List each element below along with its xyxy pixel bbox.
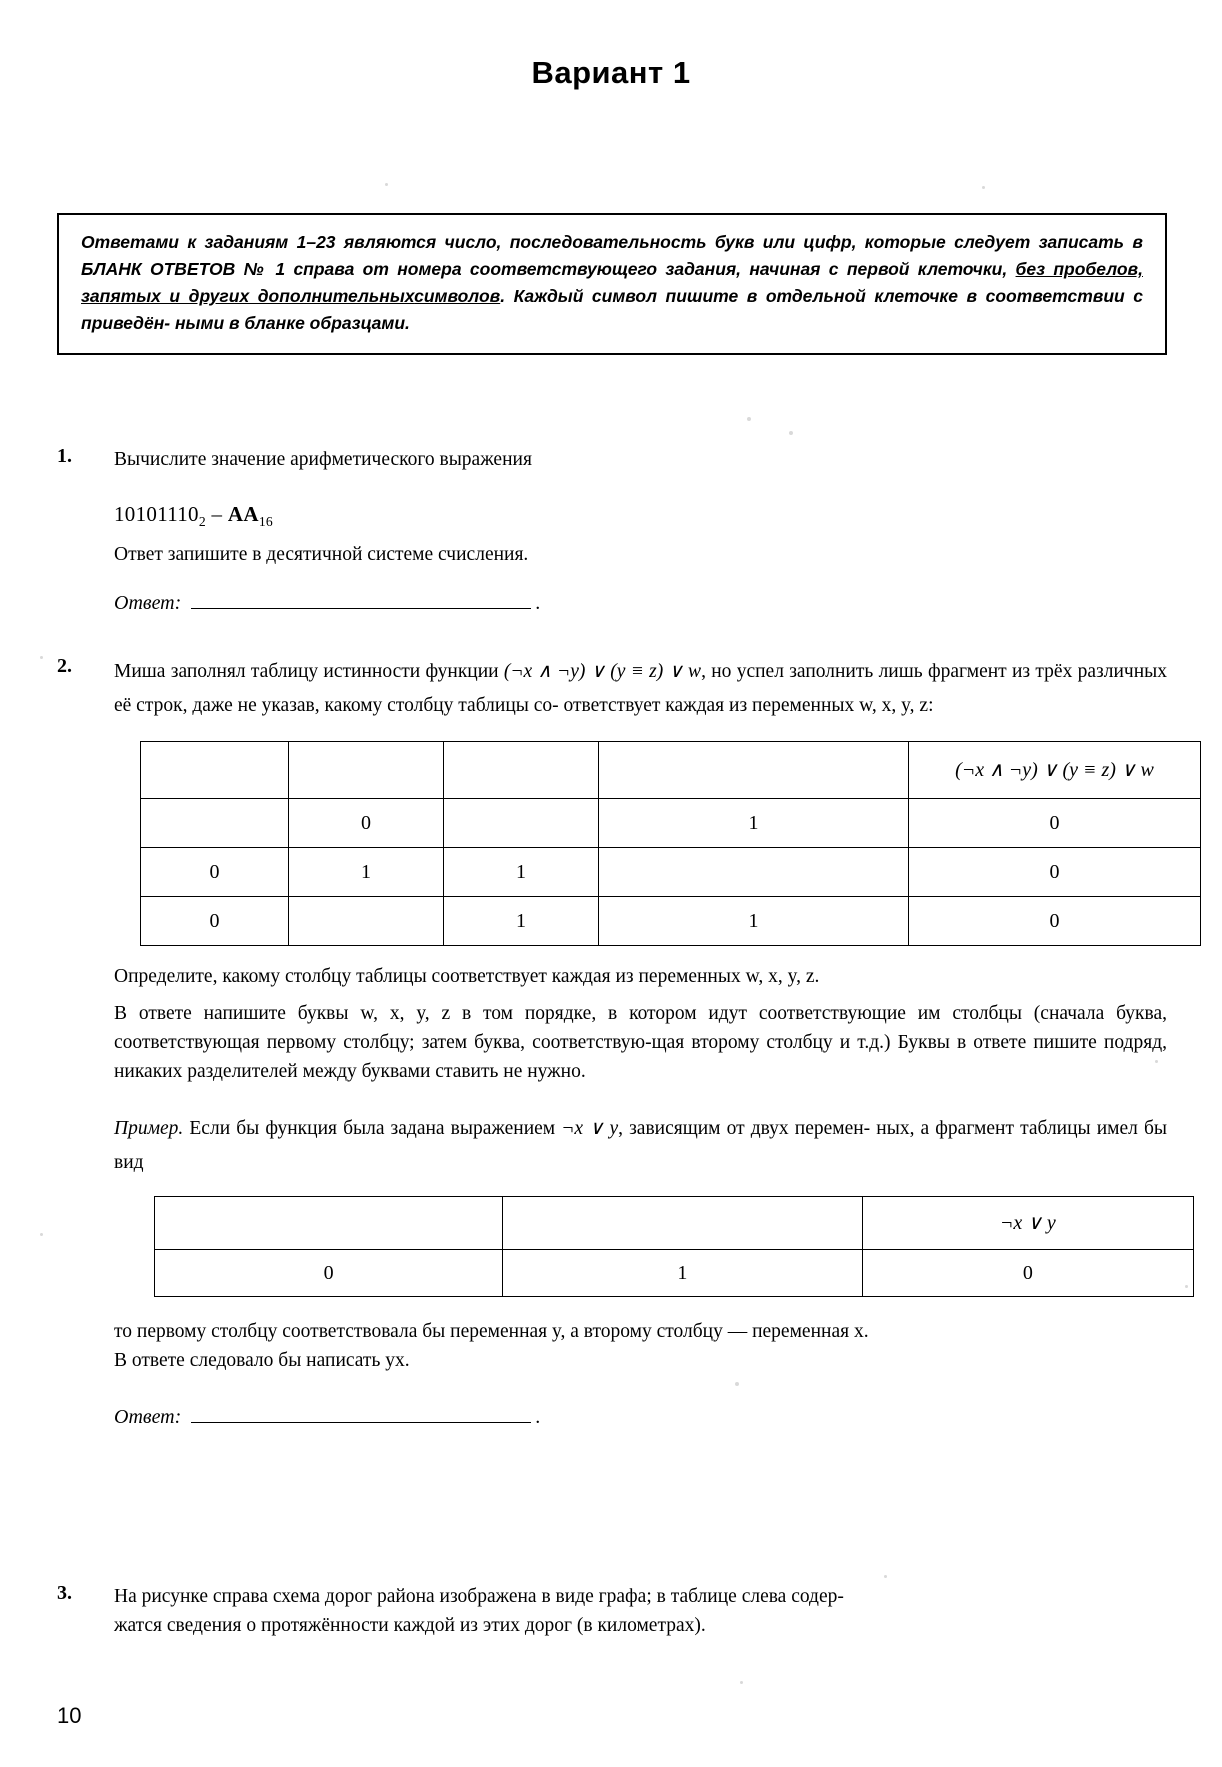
task-3-line-2: жатся сведения о протяжённости каждой из этих дорог (в километрах). xyxy=(114,1615,706,1636)
truth-table-cell xyxy=(289,897,444,946)
task-2-intro-b: , но успел заполнить xyxy=(701,661,874,682)
task-2-answer-period: . xyxy=(535,1406,541,1428)
example-table-cell: 1 xyxy=(503,1250,862,1297)
task-2-paragraph-3-line2: В ответе следовало бы написать yx. xyxy=(114,1350,410,1371)
truth-table-header-3 xyxy=(599,742,909,799)
instruction-line-5: ными в бланке образцами. xyxy=(174,313,410,333)
task-1-text: Вычислите значение арифметического выражения xyxy=(114,449,532,470)
instruction-line-3-underlined: без пробелов, запятых и других дополнительных xyxy=(81,259,1143,306)
example-table-cell: 0 xyxy=(155,1250,503,1297)
task-2-intro xyxy=(114,655,1167,723)
document-page xyxy=(0,55,1222,1767)
truth-table-cell: 0 xyxy=(909,799,1201,848)
task-2-example xyxy=(114,1112,1167,1180)
page-title: Вариант 1 xyxy=(531,55,691,90)
task-2 xyxy=(57,655,1167,1432)
table-row xyxy=(141,799,1201,848)
task-1-answer-field[interactable] xyxy=(191,591,531,609)
task-1-body xyxy=(114,445,1167,618)
task-2-number: 2. xyxy=(57,655,72,677)
truth-table-cell: 0 xyxy=(289,799,444,848)
truth-table-cell xyxy=(141,799,289,848)
truth-table-cell: 1 xyxy=(444,897,599,946)
task-2-example-line2: ных, а фрагмент таблицы имел бы вид xyxy=(114,1118,1168,1173)
example-table-header-0 xyxy=(155,1197,503,1250)
scan-speck xyxy=(40,656,43,659)
task-2-answer-label: Ответ: xyxy=(114,1406,182,1428)
task-2-answer xyxy=(114,1403,1167,1432)
task-2-example-label: Пример. xyxy=(114,1118,184,1139)
truth-table-cell: 0 xyxy=(141,848,289,897)
task-1-answer-period: . xyxy=(535,592,541,615)
task-2-example-a: Если бы функция была задана выражением xyxy=(183,1118,562,1139)
scan-speck xyxy=(982,186,985,189)
scan-speck xyxy=(884,1575,887,1578)
truth-table-cell xyxy=(444,799,599,848)
scan-speck xyxy=(789,431,793,435)
instruction-line-4-underlined: символов xyxy=(414,286,501,306)
truth-table-cell: 1 xyxy=(444,848,599,897)
table-row xyxy=(155,1197,1194,1250)
truth-table-cell: 1 xyxy=(289,848,444,897)
task-1-number: 1. xyxy=(57,445,72,467)
scan-speck xyxy=(740,1681,743,1684)
task-1-answer xyxy=(114,589,1167,618)
task-1 xyxy=(57,445,1167,618)
scan-speck xyxy=(747,417,751,421)
truth-table-cell: 0 xyxy=(909,848,1201,897)
scan-speck xyxy=(385,183,388,186)
task-1-hex: AA xyxy=(227,502,259,526)
instruction-box xyxy=(57,213,1167,355)
page-number: 10 xyxy=(57,1703,82,1728)
example-table-header-function: ¬x ∨ y xyxy=(862,1197,1193,1250)
truth-table-cell: 1 xyxy=(599,799,909,848)
task-2-body xyxy=(114,655,1167,1432)
table-row xyxy=(141,897,1201,946)
example-table-cell: 0 xyxy=(862,1250,1193,1297)
instruction-line-4a: . Каждый символ пишите в отдельной клеточке в соответствии с приведён- xyxy=(81,286,1143,333)
task-2-intro-line3: ответствует каждая из переменных w, x, y, z: xyxy=(563,695,934,716)
task-2-paragraph-1: Определите, какому столбцу таблицы соответствует каждая из переменных w, x, y, z. xyxy=(114,966,820,987)
instruction-line-1: Ответами к заданиям 1–23 являются число, последовательность букв или цифр, xyxy=(81,232,857,252)
task-1-binary: 10101110 xyxy=(114,502,199,526)
table-row xyxy=(141,848,1201,897)
truth-table-header-1 xyxy=(289,742,444,799)
task-2-intro-line2: лишь фрагмент из трёх различных её строк, даже не указав, какому столбцу таблицы со- xyxy=(114,661,1167,716)
truth-table-header-2 xyxy=(444,742,599,799)
task-2-paragraph-3-line1: то первому столбцу соответствовала бы переменная y, а второму столбцу — переменная x. xyxy=(114,1321,869,1342)
truth-table-header-0 xyxy=(141,742,289,799)
task-3-line-1: На рисунке справа схема дорог района изображена в виде графа; в таблице слева содер- xyxy=(114,1586,844,1607)
truth-table-main xyxy=(140,741,1201,946)
instruction-line-2: которые следует записать в БЛАНК ОТВЕТОВ № 1 справа от номера соответствующего xyxy=(81,232,1143,279)
task-1-hex-base: 16 xyxy=(258,514,274,530)
truth-table-cell: 0 xyxy=(909,897,1201,946)
task-3-body xyxy=(114,1582,1167,1640)
task-2-intro-formula: (¬x ∧ ¬y) ∨ (y ≡ z) ∨ w xyxy=(503,661,702,682)
task-1-binary-base: 2 xyxy=(198,514,206,530)
task-2-intro-a: Миша заполнял таблицу истинности функции xyxy=(114,661,504,682)
truth-table-cell: 0 xyxy=(141,897,289,946)
task-1-note: Ответ запишите в десятичной системе счисления. xyxy=(114,544,529,566)
task-1-answer-label: Ответ: xyxy=(114,592,182,615)
table-row xyxy=(141,742,1201,799)
example-table-header-1 xyxy=(503,1197,862,1250)
table-row xyxy=(155,1250,1194,1297)
truth-table-header-function: (¬x ∧ ¬y) ∨ (y ≡ z) ∨ w xyxy=(909,742,1201,799)
task-3 xyxy=(57,1582,1167,1640)
instruction-text xyxy=(81,229,1143,337)
scan-speck xyxy=(40,1233,43,1236)
task-1-operator: – xyxy=(205,502,228,526)
truth-table-example xyxy=(154,1196,1194,1297)
instruction-line-3a: задания, начиная с первой клеточки, xyxy=(665,259,1016,279)
task-2-answer-field[interactable] xyxy=(191,1405,531,1423)
task-2-example-formula: ¬x ∨ y xyxy=(561,1118,619,1139)
task-3-number: 3. xyxy=(57,1582,72,1604)
truth-table-cell xyxy=(599,848,909,897)
truth-table-cell: 1 xyxy=(599,897,909,946)
task-1-expression xyxy=(114,500,1167,536)
task-2-paragraph-2: В ответе напишите буквы w, x, y, z в том порядке, в котором идут соответствующие им столбцы (сначала буква, соответствующая первому столбцу; затем буква, соответствую-щая второму столбцу и т.д.) Буквы в ответе пишите подряд, никаких разделителей между буквами ставить не нужно. xyxy=(114,1003,1167,1082)
task-2-example-b: , зависящим от двух перемен- xyxy=(618,1118,871,1139)
